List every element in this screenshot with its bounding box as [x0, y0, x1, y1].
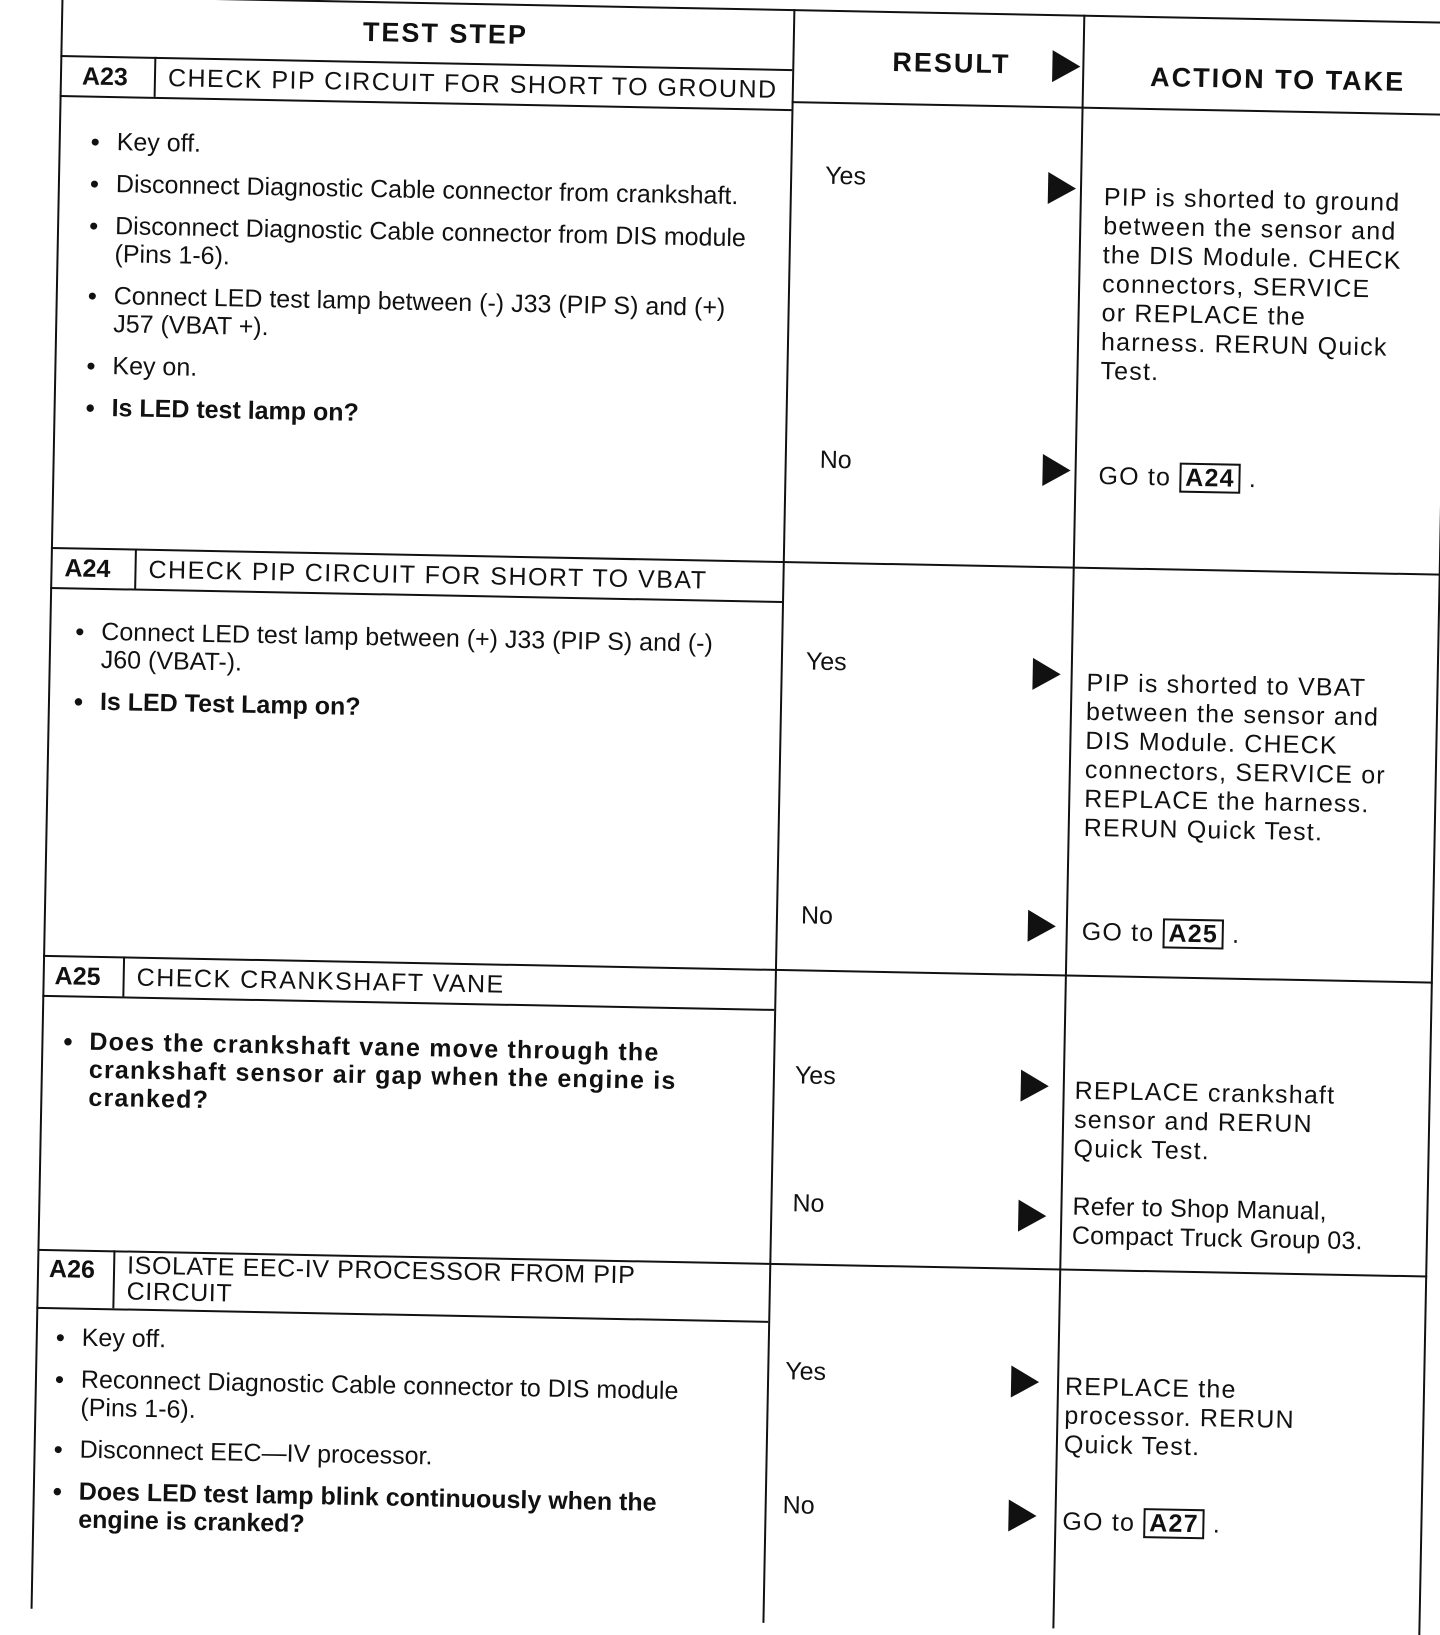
a25-id-divider	[122, 956, 125, 996]
a25-no-arrow-icon	[1018, 1200, 1047, 1233]
a23-action-no-ref: A24	[1179, 463, 1241, 494]
top-border	[62, 0, 1440, 24]
header-test-step: TEST STEP	[362, 16, 529, 51]
a23-no-arrow-icon	[1042, 454, 1071, 487]
a26-id-divider	[112, 1250, 115, 1308]
a23-action-no	[1098, 461, 1257, 494]
a23-action-yes: PIP is shorted to ground between the sensor and the DIS Module. CHECK connectors, SERVICE or REPLACE the harness. RERUN Quick Test.	[1100, 183, 1402, 387]
a23-instruction-list	[81, 128, 767, 449]
a24-action-no-prefix: GO to	[1081, 917, 1155, 948]
a23-yes-arrow-icon	[1048, 172, 1077, 205]
a23-action-no-prefix: GO to	[1098, 462, 1172, 492]
header-result: RESULT	[892, 47, 1011, 80]
header-action-to-take: ACTION TO TAKE	[1149, 61, 1406, 97]
a26-action-no-prefix: GO to	[1062, 1507, 1136, 1537]
a26-instruction-list	[48, 1323, 742, 1560]
step-title-a24: CHECK PIP CIRCUIT FOR SHORT TO VBAT	[148, 555, 708, 595]
a24-instruction-list	[69, 617, 751, 742]
a24-yes-arrow-icon	[1032, 658, 1061, 691]
a26-action-yes: REPLACE the processor. RERUN Quick Test.	[1063, 1372, 1296, 1462]
step-id-a25: A25	[54, 962, 101, 991]
test-procedure-page	[3, 0, 1440, 1635]
a23-bullet-3: • Disconnect Diagnostic Cable connector from DIS module (Pins 1-6).	[84, 212, 765, 281]
a23-bullet-1: • Key off.	[86, 128, 766, 169]
a26-result-no: No	[782, 1491, 815, 1520]
a26-bullet-3: • Disconnect EEC—IV processor.	[49, 1435, 739, 1476]
a24-result-no: No	[800, 901, 834, 931]
a26-action-no	[1062, 1507, 1221, 1540]
a24-result-yes: Yes	[805, 647, 847, 677]
a23-bullet-4: • Connect LED test lamp between (-) J33 (PIP S) and (+) J57 (VBAT +).	[83, 282, 764, 351]
header-result-arrow-icon	[1052, 50, 1081, 83]
a25-instruction-list	[58, 1027, 740, 1138]
a24-action-no	[1081, 917, 1240, 950]
a24-action-no-suffix: .	[1231, 920, 1241, 949]
a24-id-divider	[134, 549, 137, 589]
step-id-a24: A24	[64, 554, 111, 584]
step-title-a23: CHECK PIP CIRCUIT FOR SHORT TO GROUND	[167, 64, 778, 104]
step-title-a25: CHECK CRANKSHAFT VANE	[136, 963, 506, 999]
a24-question: • Is LED Test Lamp on?	[70, 687, 750, 728]
a24-bullet-1: • Connect LED test lamp between (+) J33 (PIP S) and (-) J60 (VBAT-).	[71, 617, 752, 686]
header-bottom-border	[792, 101, 1440, 116]
a26-bullet-1: • Key off.	[52, 1323, 742, 1364]
a23-result-yes: Yes	[824, 161, 867, 191]
a26-action-no-ref: A27	[1143, 1508, 1205, 1539]
a26-bullet-2: • Reconnect Diagnostic Cable connector to DIS module (Pins 1-6).	[50, 1365, 741, 1434]
a26-question: • Does LED test lamp blink continuously when the engine is cranked?	[48, 1477, 739, 1546]
a23-question: • Is LED test lamp on?	[81, 394, 761, 435]
a23-result-no: No	[819, 445, 852, 475]
a23-action-no-suffix: .	[1248, 464, 1258, 494]
a25-question: • Does the crankshaft vane move through the crankshaft sensor air gap when the engine is cranked?	[58, 1027, 739, 1124]
a25-action-no: Refer to Shop Manual, Compact Truck Group 03.	[1071, 1192, 1363, 1256]
a23-id-divider	[154, 57, 157, 97]
a26-yes-arrow-icon	[1011, 1366, 1040, 1399]
a23-bullet-2: • Disconnect Diagnostic Cable connector from crankshaft.	[86, 170, 766, 211]
a24-action-yes: PIP is shorted to VBAT between the sensor and DIS Module. CHECK connectors, SERVICE or REPLACE the harness. RERUN Quick Test.	[1083, 668, 1387, 847]
a25-yes-arrow-icon	[1020, 1070, 1049, 1103]
a25-result-no: No	[792, 1189, 825, 1218]
a26-no-arrow-icon	[1008, 1500, 1037, 1533]
a26-result-yes: Yes	[784, 1357, 827, 1386]
a26-action-no-suffix: .	[1212, 1510, 1222, 1539]
a23-bullet-5: • Key on.	[82, 352, 762, 393]
right-border	[1418, 22, 1440, 1635]
a25-result-yes: Yes	[794, 1061, 836, 1091]
step-id-a26: A26	[48, 1255, 96, 1284]
step-id-a23: A23	[81, 62, 129, 92]
a25-action-yes: REPLACE crankshaft sensor and RERUN Quick Test.	[1073, 1076, 1336, 1166]
a24-no-arrow-icon	[1028, 910, 1057, 943]
step-title-a26: ISOLATE EEC-IV PROCESSOR FROM PIP CIRCUIT	[126, 1251, 636, 1308]
a24-action-no-ref: A25	[1162, 918, 1224, 949]
